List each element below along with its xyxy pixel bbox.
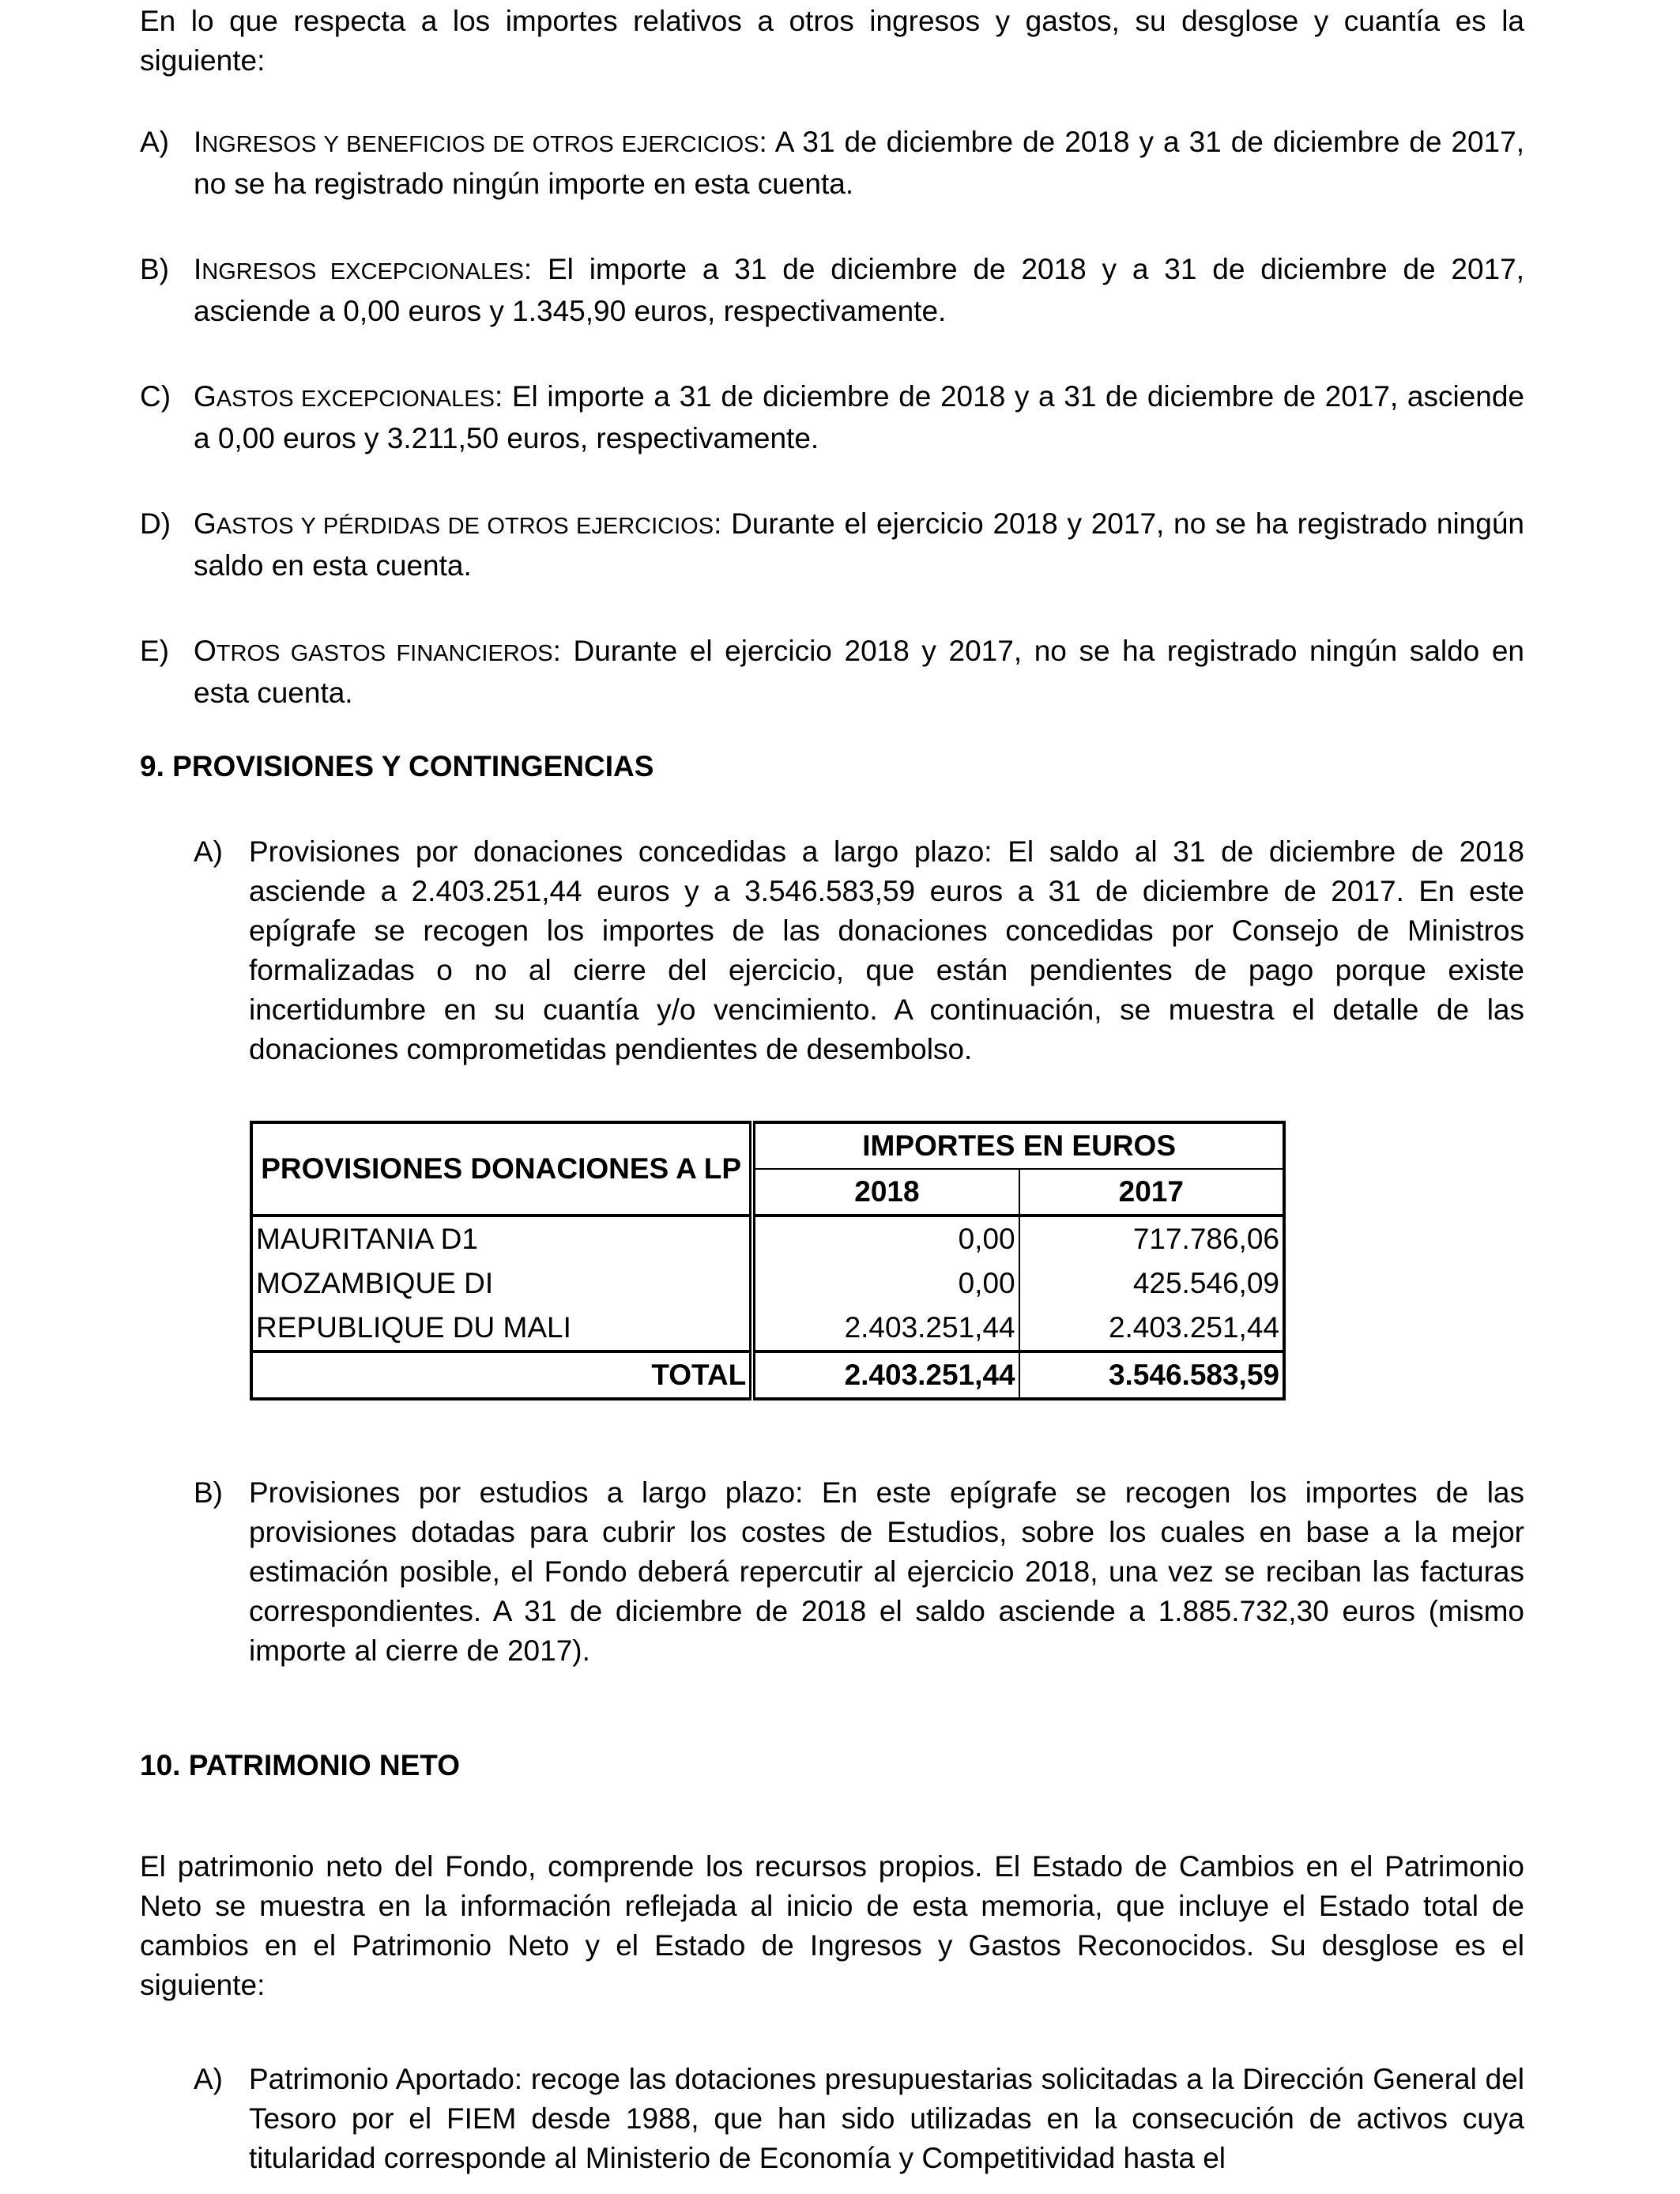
table-column-header: 2018 — [752, 1169, 1019, 1216]
table-cell-value: 717.786,06 — [1019, 1216, 1284, 1261]
table-cell-value: 425.546,09 — [1019, 1261, 1284, 1306]
table-cell-name: MOZAMBIQUE DI — [251, 1261, 752, 1306]
item-title: NGRESOS EXCEPCIONALES — [202, 259, 524, 285]
section-heading-patrimonio: 10. PATRIMONIO NETO — [140, 1749, 460, 1781]
provisions-table — [250, 1121, 1286, 1400]
patrimonio-a-text: Patrimonio Aportado: recoge las dotaciones presupuestarias solicitadas a la Dirección General del Tesoro por el FIEM desde 1988, que han sido utilizadas en la consecución de activos cuya titularidad corresponde al Ministerio de Economía y Competitividad hasta el — [249, 2063, 1524, 2174]
list-marker: B) — [140, 253, 169, 285]
provision-b-paragraph — [140, 1473, 1524, 1671]
table-column-header: 2017 — [1019, 1169, 1284, 1216]
item-title-initial: I — [194, 126, 202, 158]
table-row — [251, 1216, 1284, 1261]
item-title: NGRESOS Y BENEFICIOS DE OTROS EJERCICIOS — [202, 132, 759, 157]
table-total-value: 3.546.583,59 — [1019, 1351, 1284, 1399]
patrimonio-intro: El patrimonio neto del Fondo, comprende los recursos propios. El Estado de Cambios en el Patrimonio Neto se muestra en la información reflejada al inicio de esta memoria, que incluye el Estado total de cambios en el Patrimonio Neto y el Estado de Ingresos y Gastos Reconocidos. Su desglose es el siguiente: — [140, 1850, 1524, 2001]
list-marker: B) — [194, 1476, 223, 1509]
list-item — [140, 377, 1524, 458]
list-item — [140, 504, 1524, 586]
table-row — [251, 1261, 1284, 1306]
item-title: ASTOS EXCEPCIONALES — [216, 386, 495, 412]
list-item — [140, 123, 1524, 204]
list-marker: E) — [140, 635, 169, 667]
item-title-initial: O — [194, 635, 217, 667]
list-marker: D) — [140, 507, 171, 540]
item-text: : El importe a 31 de diciembre de 2018 y a 31 de diciembre de 2017, asciende a 0,00 euros y 3.211,50 euros, respectivamente. — [194, 380, 1524, 454]
list-marker: A) — [140, 126, 169, 158]
section-heading-provisiones: 9. PROVISIONES Y CONTINGENCIAS — [140, 750, 654, 782]
table-cell-value: 2.403.251,44 — [1019, 1306, 1284, 1351]
item-text: : Durante el ejercicio 2018 y 2017, no se ha registrado ningún saldo en esta cuenta. — [194, 507, 1524, 582]
item-text: : Durante el ejercicio 2018 y 2017, no se ha registrado ningún saldo en esta cuenta. — [194, 635, 1524, 709]
item-text: : A 31 de diciembre de 2018 y a 31 de diciembre de 2017, no se ha registrado ningún importe en esta cuenta. — [194, 126, 1524, 200]
provision-a-text: Provisiones por donaciones concedidas a largo plazo: El saldo al 31 de diciembre de 2018 asciende a 2.403.251,44 euros y a 3.546.583,59 euros a 31 de diciembre de 2017. En este epígrafe se recogen los importes de las donaciones concedidas por Consejo de Ministros formalizadas o no al cierre del ejercicio, que están pendientes de pago porque existe incertidumbre en su cuantía y/o vencimiento. A continuación, se muestra el detalle de las donaciones comprometidas pendientes de desembolso. — [249, 835, 1524, 1065]
table-cell-name: REPUBLIQUE DU MALI — [251, 1306, 752, 1351]
table-group-header: IMPORTES EN EUROS — [752, 1122, 1284, 1169]
item-title: ASTOS Y PÉRDIDAS DE OTROS EJERCICIOS — [216, 514, 714, 539]
item-title-initial: G — [194, 380, 217, 413]
list-marker: C) — [140, 380, 171, 413]
provision-a-paragraph — [140, 832, 1524, 1069]
table-cell-value: 2.403.251,44 — [752, 1306, 1019, 1351]
table-total-label: TOTAL — [251, 1351, 752, 1399]
item-text: : El importe a 31 de diciembre de 2018 y a 31 de diciembre de 2017, asciende a 0,00 euros y 1.345,90 euros, respectivamente. — [194, 253, 1525, 327]
item-title-initial: I — [194, 253, 202, 285]
table-cell-value: 0,00 — [752, 1261, 1019, 1306]
table-title: PROVISIONES DONACIONES A LP — [251, 1122, 752, 1216]
patrimonio-a-paragraph — [140, 2060, 1524, 2178]
intro-paragraph: En lo que respecta a los importes relativos a otros ingresos y gastos, su desglose y cuantía es la siguiente: — [140, 5, 1524, 77]
list-marker: A) — [194, 2063, 223, 2095]
table-row — [251, 1306, 1284, 1351]
list-item — [140, 631, 1524, 713]
list-item — [140, 250, 1524, 331]
item-title: TROS GASTOS FINANCIEROS — [216, 641, 553, 666]
item-title-initial: G — [194, 507, 217, 540]
other-income-list — [140, 123, 1524, 713]
provision-b-text: Provisiones por estudios a largo plazo: En este epígrafe se recogen los importes de las provisiones dotadas para cubrir los costes de Estudios, sobre los cuales en base a la mejor estimación posible, el Fondo deberá repercutir al ejercicio 2018, una vez se reciban las facturas correspondientes. A 31 de diciembre de 2018 el saldo asciende a 1.885.732,30 euros (mismo importe al cierre de 2017). — [249, 1476, 1524, 1667]
list-marker: A) — [194, 835, 223, 868]
table-cell-name: MAURITANIA D1 — [251, 1216, 752, 1261]
table-cell-value: 0,00 — [752, 1216, 1019, 1261]
table-total-value: 2.403.251,44 — [752, 1351, 1019, 1399]
table-total-row — [251, 1351, 1284, 1399]
